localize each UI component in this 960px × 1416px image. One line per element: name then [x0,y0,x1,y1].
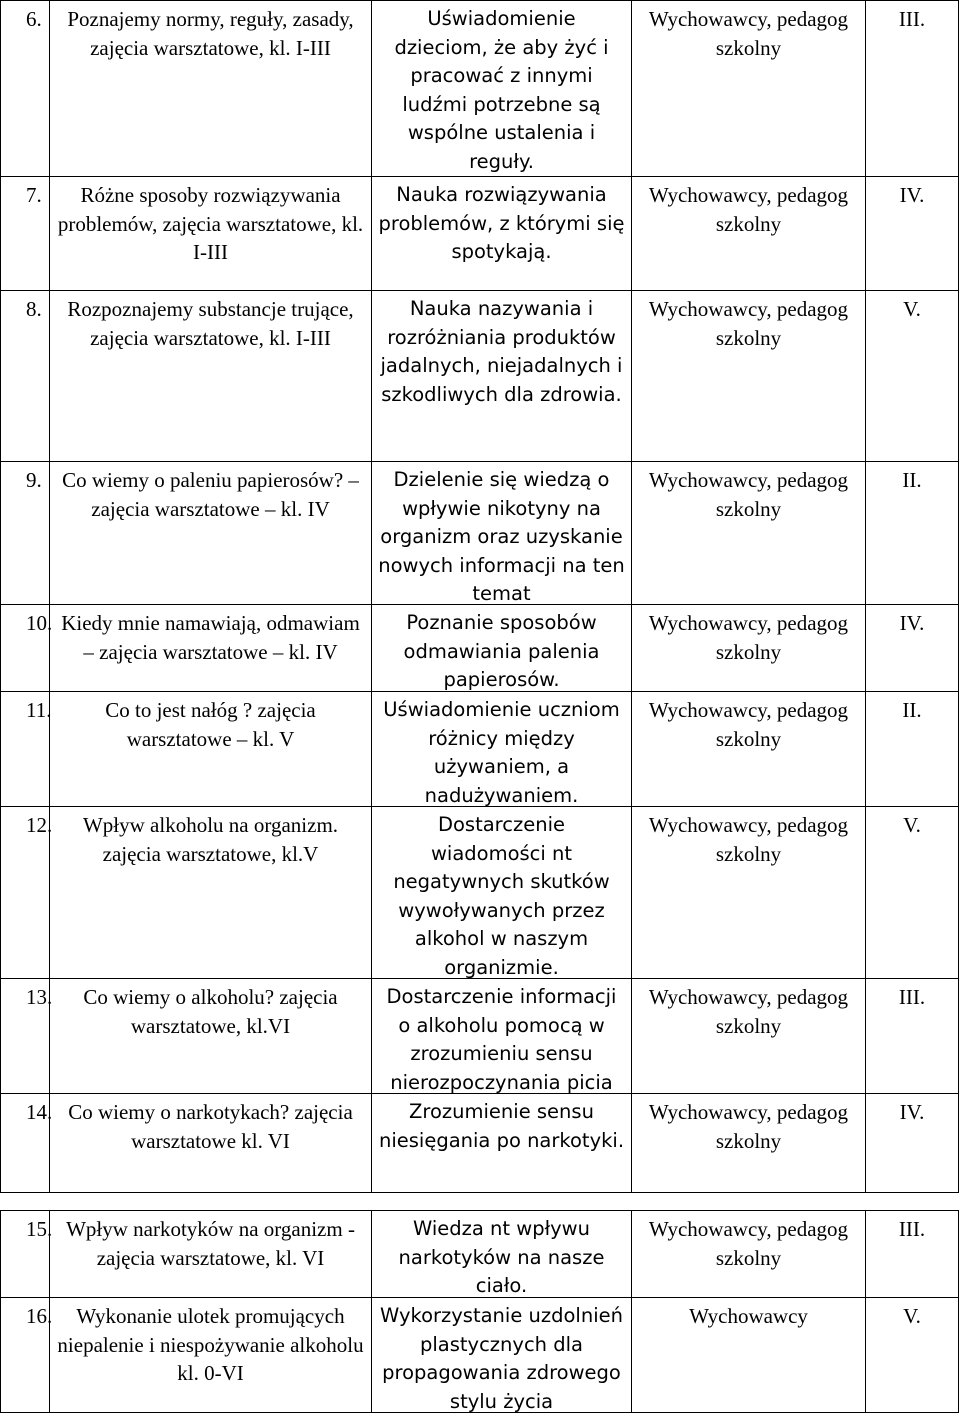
goal-cell: Nauka rozwiązywania problemów, z którymi się spotykają. [372,177,632,290]
goal-cell: Dzielenie się wiedzą o wpływie nikotyny na organizm oraz uzyskanie nowych informacji na ten temat [372,462,632,604]
term-cell: V. [866,1298,959,1412]
row-number: 6. [1,1,50,176]
term-cell: II. [866,462,959,604]
term-cell: IV. [866,177,959,290]
table-row [1,605,959,692]
goal-cell: Dostarczenie wiadomości nt negatywnych skutków wywoływanych przez alkohol w naszym organizmie. [372,807,632,978]
row-number: 7. [1,177,50,290]
program-table-bottom [0,1210,959,1413]
term-cell: V. [866,807,959,978]
row-number: 10. [1,605,50,691]
topic-cell: Wykonanie ulotek promujących niepalenie i niespożywanie alkoholu kl. 0-VI [50,1298,372,1412]
responsible-cell: Wychowawcy, pedagog szkolny [632,1094,866,1192]
row-number: 14. [1,1094,50,1192]
table-row [1,1094,959,1193]
topic-cell: Rozpoznajemy substancje trujące, zajęcia warsztatowe, kl. I-III [50,291,372,461]
row-number: 15. [1,1211,50,1297]
table-row [1,692,959,807]
table-row [1,291,959,462]
table-row [1,979,959,1094]
goal-cell: Poznanie sposobów odmawiania palenia papierosów. [372,605,632,691]
goal-cell: Wiedza nt wpływu narkotyków na nasze ciało. [372,1211,632,1297]
topic-cell: Co wiemy o narkotykach? zajęcia warsztatowe kl. VI [50,1094,372,1192]
term-cell: III. [866,979,959,1093]
topic-cell: Różne sposoby rozwiązywania problemów, zajęcia warsztatowe, kl. I-III [50,177,372,290]
goal-cell: Uświadomienie uczniom różnicy między używaniem, a nadużywaniem. [372,692,632,806]
table-row [1,177,959,291]
goal-cell: Uświadomienie dzieciom, że aby żyć i pracować z innymi ludźmi potrzebne są wspólne ustalenia i reguły. [372,1,632,176]
goal-cell: Zrozumienie sensu niesięgania po narkotyki. [372,1094,632,1192]
table-row [1,807,959,979]
responsible-cell: Wychowawcy, pedagog szkolny [632,807,866,978]
table-row [1,1211,959,1298]
topic-cell: Co wiemy o paleniu papierosów? – zajęcia warsztatowe – kl. IV [50,462,372,604]
row-number: 8. [1,291,50,461]
responsible-cell: Wychowawcy, pedagog szkolny [632,177,866,290]
topic-cell: Wpływ alkoholu na organizm. zajęcia warsztatowe, kl.V [50,807,372,978]
term-cell: III. [866,1,959,176]
topic-cell: Poznajemy normy, reguły, zasady, zajęcia warsztatowe, kl. I-III [50,1,372,176]
row-number: 9. [1,462,50,604]
term-cell: IV. [866,1094,959,1192]
row-number: 13. [1,979,50,1093]
term-cell: IV. [866,605,959,691]
responsible-cell: Wychowawcy, pedagog szkolny [632,605,866,691]
term-cell: V. [866,291,959,461]
table-row [1,1298,959,1413]
responsible-cell: Wychowawcy, pedagog szkolny [632,1,866,176]
term-cell: II. [866,692,959,806]
row-number: 11. [1,692,50,806]
topic-cell: Wpływ narkotyków na organizm - zajęcia warsztatowe, kl. VI [50,1211,372,1297]
topic-cell: Co to jest nałóg ? zajęcia warsztatowe – kl. V [50,692,372,806]
responsible-cell: Wychowawcy [632,1298,866,1412]
responsible-cell: Wychowawcy, pedagog szkolny [632,1211,866,1297]
row-number: 16. [1,1298,50,1412]
responsible-cell: Wychowawcy, pedagog szkolny [632,692,866,806]
row-number: 12. [1,807,50,978]
goal-cell: Wykorzystanie uzdolnień plastycznych dla propagowania zdrowego stylu życia [372,1298,632,1412]
topic-cell: Kiedy mnie namawiają, odmawiam – zajęcia warsztatowe – kl. IV [50,605,372,691]
table-row [1,462,959,605]
responsible-cell: Wychowawcy, pedagog szkolny [632,291,866,461]
table-row [1,1,959,177]
goal-cell: Dostarczenie informacji o alkoholu pomocą w zrozumieniu sensu nierozpoczynania picia [372,979,632,1093]
goal-cell: Nauka nazywania i rozróżniania produktów jadalnych, niejadalnych i szkodliwych dla zdrowia. [372,291,632,461]
responsible-cell: Wychowawcy, pedagog szkolny [632,462,866,604]
responsible-cell: Wychowawcy, pedagog szkolny [632,979,866,1093]
term-cell: III. [866,1211,959,1297]
topic-cell: Co wiemy o alkoholu? zajęcia warsztatowe, kl.VI [50,979,372,1093]
